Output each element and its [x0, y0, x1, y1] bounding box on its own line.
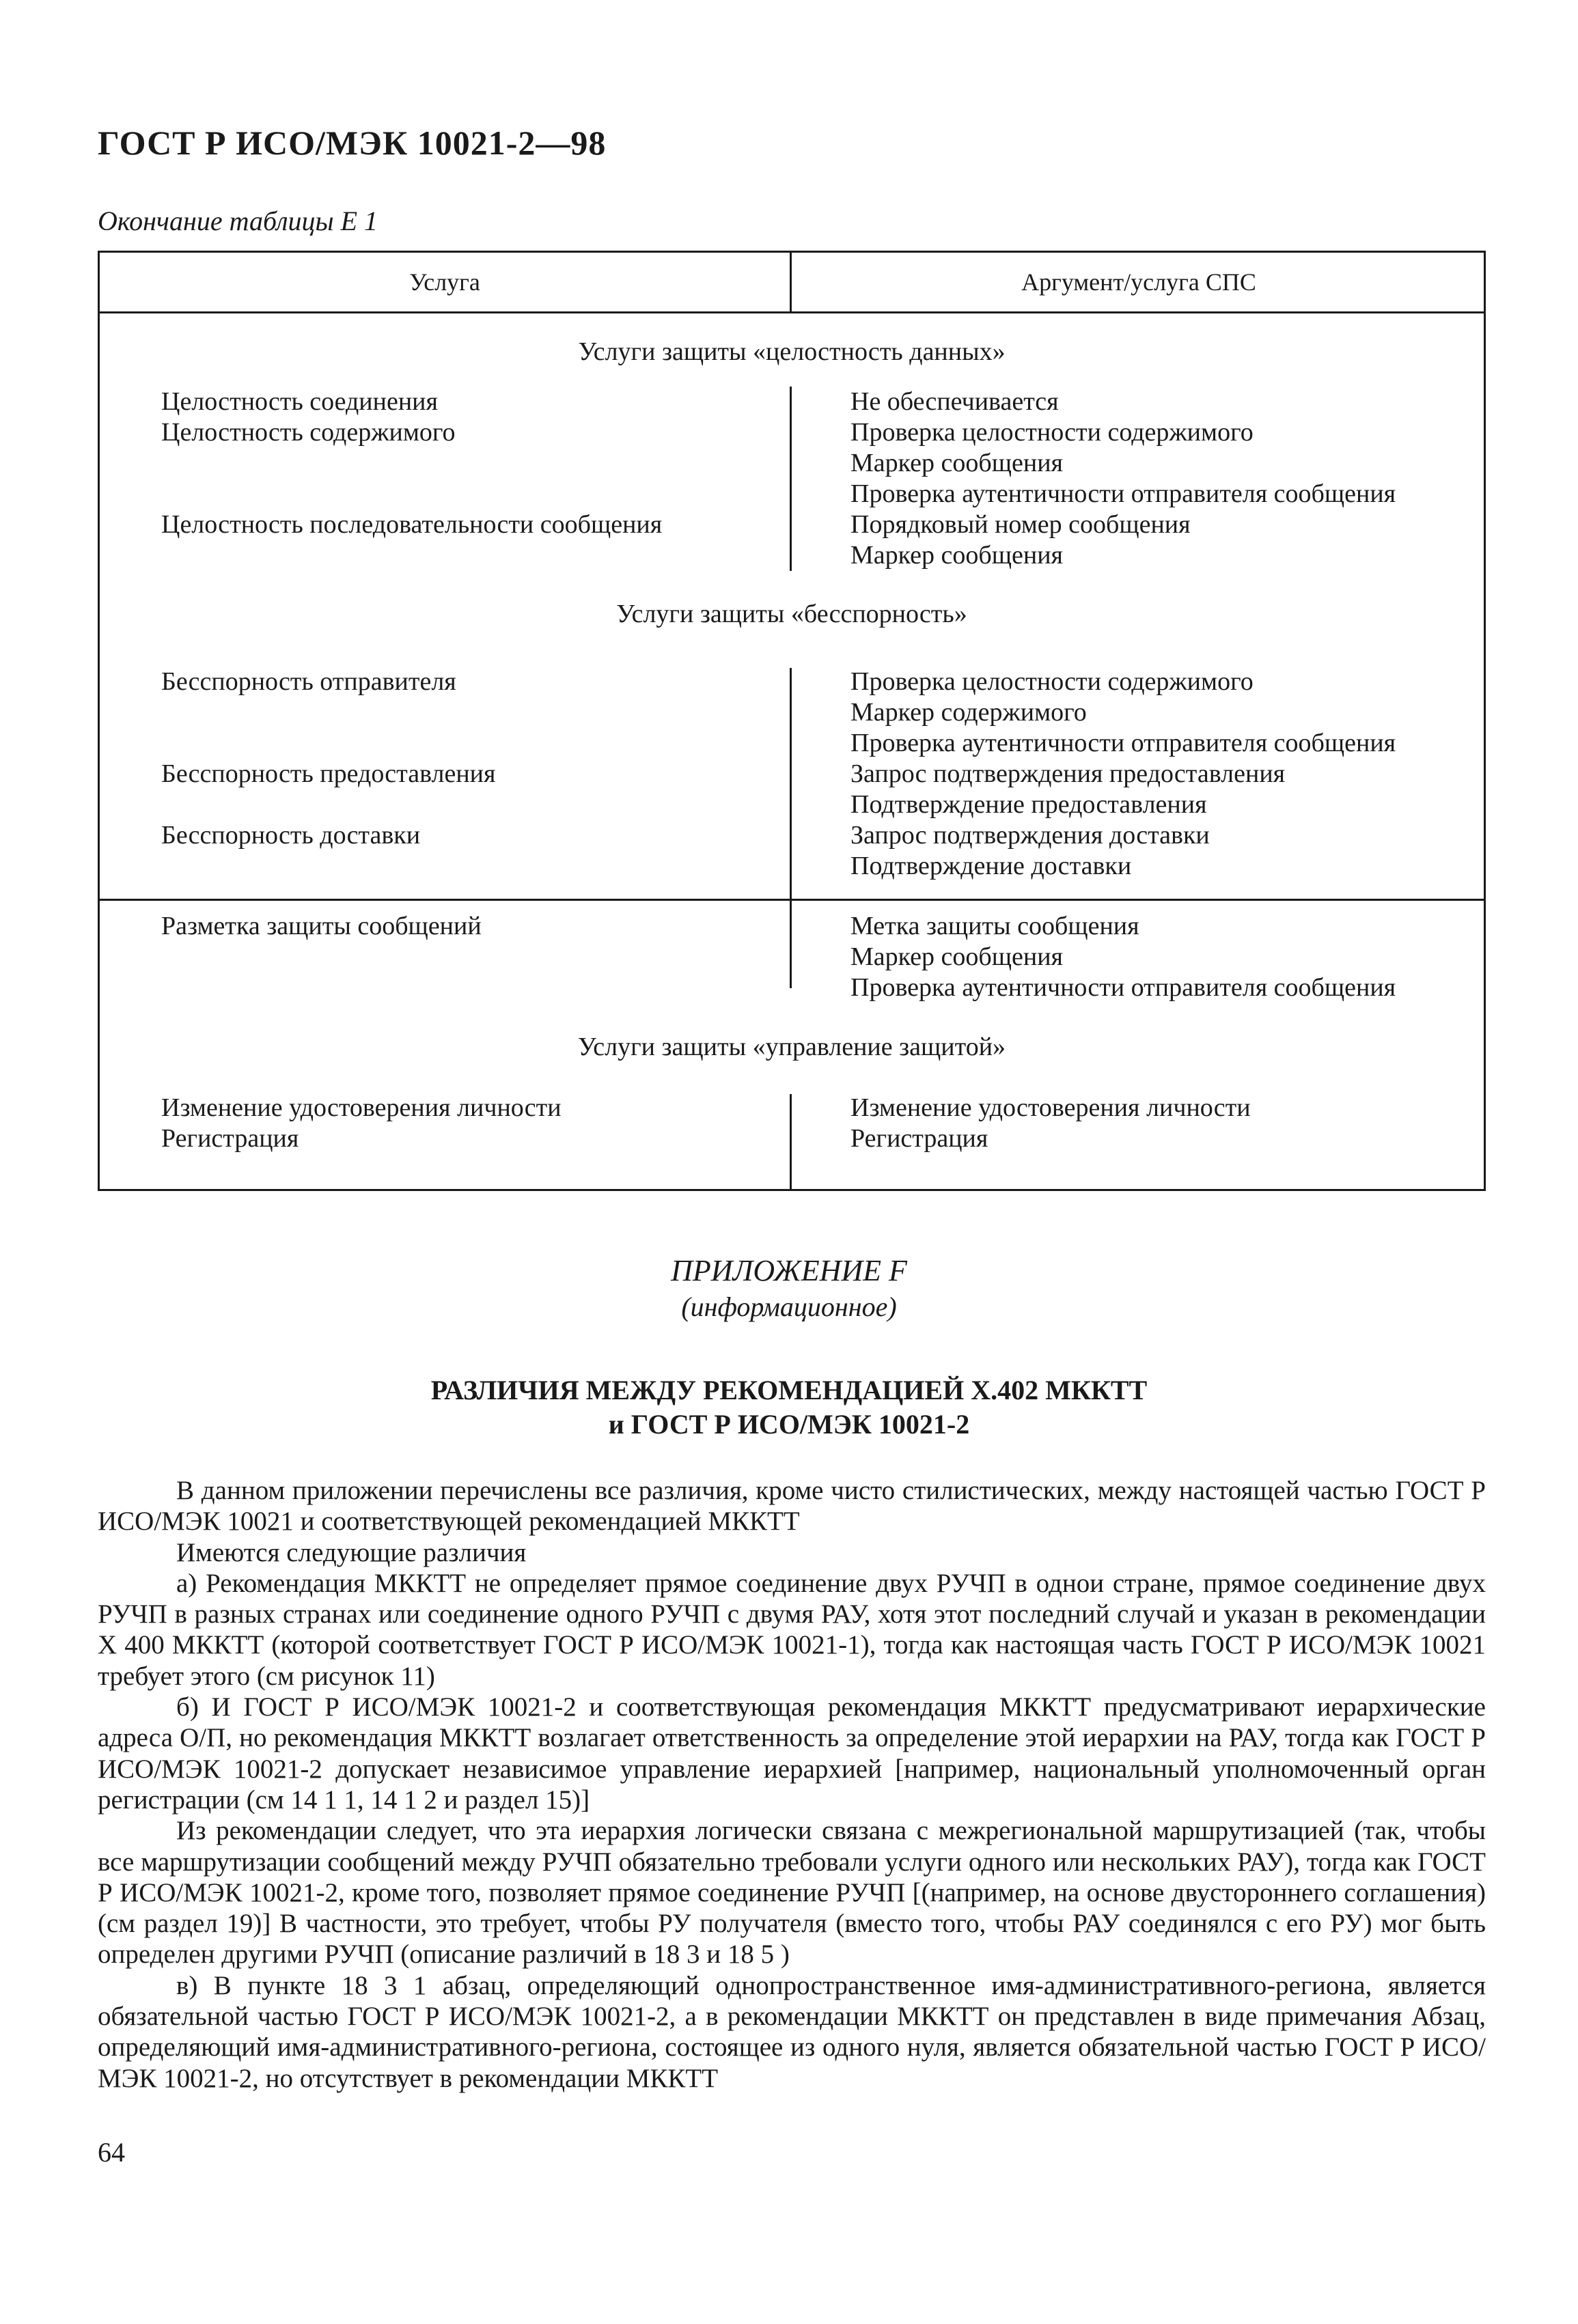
- argument-name: Запрос подтверждения доставки: [850, 821, 1210, 850]
- service-name: Разметка защиты сообщений: [161, 912, 482, 940]
- service-name: [161, 479, 662, 509]
- argument-name: Метка защиты сообщения: [850, 912, 1139, 940]
- service-name: Регистрация: [161, 1124, 299, 1153]
- section-management-arguments: [850, 1093, 1251, 1154]
- section-labelling-services: [161, 911, 482, 1003]
- argument-name: Подтверждение доставки: [850, 852, 1132, 880]
- section-nonrepudiation-services: [161, 667, 496, 882]
- section-title-nonrepudiation: Услуги защиты «бесспорность»: [616, 600, 967, 628]
- argument-name: Порядковый номер сообщения: [850, 510, 1191, 539]
- header-divider: [790, 253, 792, 311]
- argument-name: Не обеспечивается: [850, 387, 1059, 416]
- section-labelling-arguments: [850, 911, 1396, 1003]
- service-name: [161, 697, 496, 728]
- appendix-title-line2: и ГОСТ Р ИСО/МЭК 10021-2: [608, 1409, 970, 1440]
- services-table: [98, 251, 1486, 1191]
- document-header: ГОСТ Р ИСО/МЭК 10021-2—98: [98, 124, 607, 162]
- argument-name: Маркер сообщения: [850, 541, 1064, 570]
- argument-name: Подтверждение предоставления: [850, 790, 1207, 819]
- appendix-body: [98, 1475, 1486, 2094]
- paragraph: Имеются следующие различия: [176, 1537, 527, 1567]
- service-name: Изменение удостоверения личности: [161, 1093, 562, 1122]
- appendix-sublabel: (информационное): [681, 1291, 897, 1322]
- section-title-security-management: Услуги защиты «управление защитой»: [577, 1033, 1006, 1061]
- service-name: [161, 728, 496, 759]
- appendix-label: ПРИЛОЖЕНИЕ F: [671, 1254, 907, 1287]
- argument-name: Маркер сообщения: [850, 942, 1064, 971]
- section-nonrepudiation-arguments: [850, 667, 1396, 882]
- service-name: Целостность содержимого: [161, 418, 456, 447]
- section-title-integrity: Услуги защиты «целостность данных»: [578, 337, 1006, 366]
- paragraph: а) Рекомендация МККТТ не определяет прямое соединение двух РУЧП в однои стране, прямое соединение двух РУЧП в разных странах или соединение одного РУЧП с двумя РАУ, хотя этот последний случай и указан в рекомендации Х 400 МККТТ (которой соответствует ГОСТ Р ИСО/МЭК 10021-1), тогда как настоящая часть ГОСТ Р ИСО/МЭК 10021 требует этого (см рисунок 11): [98, 1568, 1486, 1691]
- service-name: Бесспорность доставки: [161, 821, 421, 850]
- column-header-service: Услуга: [409, 268, 480, 296]
- section-management-services: [161, 1093, 562, 1154]
- argument-name: Регистрация: [850, 1124, 988, 1153]
- argument-name: Маркер сообщения: [850, 449, 1064, 477]
- argument-name: Проверка аутентичности отправителя сообщения: [850, 729, 1396, 757]
- service-name: Бесспорность отправителя: [161, 667, 456, 696]
- table-caption: Окончание таблицы Е 1: [98, 206, 378, 236]
- argument-name: Маркер содержимого: [850, 698, 1087, 727]
- paragraph: в) В пункте 18 3 1 абзац, определяющий однопространственное имя-административного-региона, является обязательной частью ГОСТ Р ИСО/МЭК 10021-2, а в рекомендации МККТТ он представлен в виде примечания Абзац, определяющий имя-административного-региона, состоящее из одного нуля, является обязательной частью ГОСТ Р ИСО/МЭК 10021-2, но отсутствует в рекомендации МККТТ: [98, 1970, 1486, 2093]
- section-integrity-arguments: [850, 387, 1396, 571]
- appendix-title-line1: РАЗЛИЧИЯ МЕЖДУ РЕКОМЕНДАЦИЕЙ Х.402 МККТТ: [430, 1375, 1148, 1405]
- service-name: [161, 942, 482, 972]
- paragraph: Из рекомендации следует, что эта иерархия логически связана с межрегиональной маршрутизацией (так, чтобы все маршрутизации сообщений между РУЧП обязательно требовали услуги одного или нескольких РАУ), тогда как ГОСТ Р ИСО/МЭК 10021-2, кроме того, позволяет прямое соединение РУЧП [(например, на основе двустороннего соглашения) (см раздел 19)] В частности, это требует, чтобы РУ получателя (вместо того, чтобы РАУ соединялся с его РУ) мог быть определен другими РУЧП (описание различий в 18 3 и 18 5 ): [98, 1816, 1486, 1970]
- paragraph: В данном приложении перечислены все различия, кроме чисто стилистических, между настоящей частью ГОСТ Р ИСО/МЭК 10021 и соответствующей рекомендацией МККТТ: [98, 1476, 1486, 1537]
- argument-name: Проверка целостности содержимого: [850, 418, 1254, 447]
- argument-name: Запрос подтверждения предоставления: [850, 759, 1286, 788]
- column-header-argument: Аргумент/услуга СПС: [1021, 268, 1256, 296]
- column-divider: [790, 668, 792, 899]
- section-integrity-services: [161, 387, 662, 571]
- column-divider: [790, 901, 792, 988]
- paragraph: б) И ГОСТ Р ИСО/МЭК 10021-2 и соответствующая рекомендация МККТТ предусматривают иерархические адреса О/П, но рекомендация МККТТ возлагает ответственность за определение этой иерархии на РАУ, тогда как ГОСТ Р ИСО/МЭК 10021-2 допускает независимое управление иерархией [например, национальный уполномоченный орган регистрации (см 14 1 1, 14 1 2 и раздел 15)]: [98, 1692, 1486, 1815]
- column-divider: [790, 1094, 792, 1191]
- column-divider: [790, 387, 792, 571]
- argument-name: Проверка аутентичности отправителя сообщения: [850, 479, 1396, 508]
- argument-name: Проверка целостности содержимого: [850, 667, 1254, 696]
- service-name: Целостность последовательности сообщения: [161, 510, 663, 539]
- service-name: [161, 540, 662, 571]
- argument-name: Изменение удостоверения личности: [850, 1093, 1251, 1122]
- service-name: [161, 448, 662, 479]
- header-rule: [100, 311, 1484, 313]
- page-number: 64: [98, 2137, 125, 2168]
- argument-name: Проверка аутентичности отправителя сообщения: [850, 973, 1396, 1002]
- service-name: Бесспорность предоставления: [161, 759, 496, 788]
- service-name: Целостность соединения: [161, 387, 438, 416]
- section-rule: [100, 899, 1484, 901]
- service-name: [161, 789, 496, 820]
- service-name: [161, 972, 482, 1003]
- service-name: [161, 851, 496, 882]
